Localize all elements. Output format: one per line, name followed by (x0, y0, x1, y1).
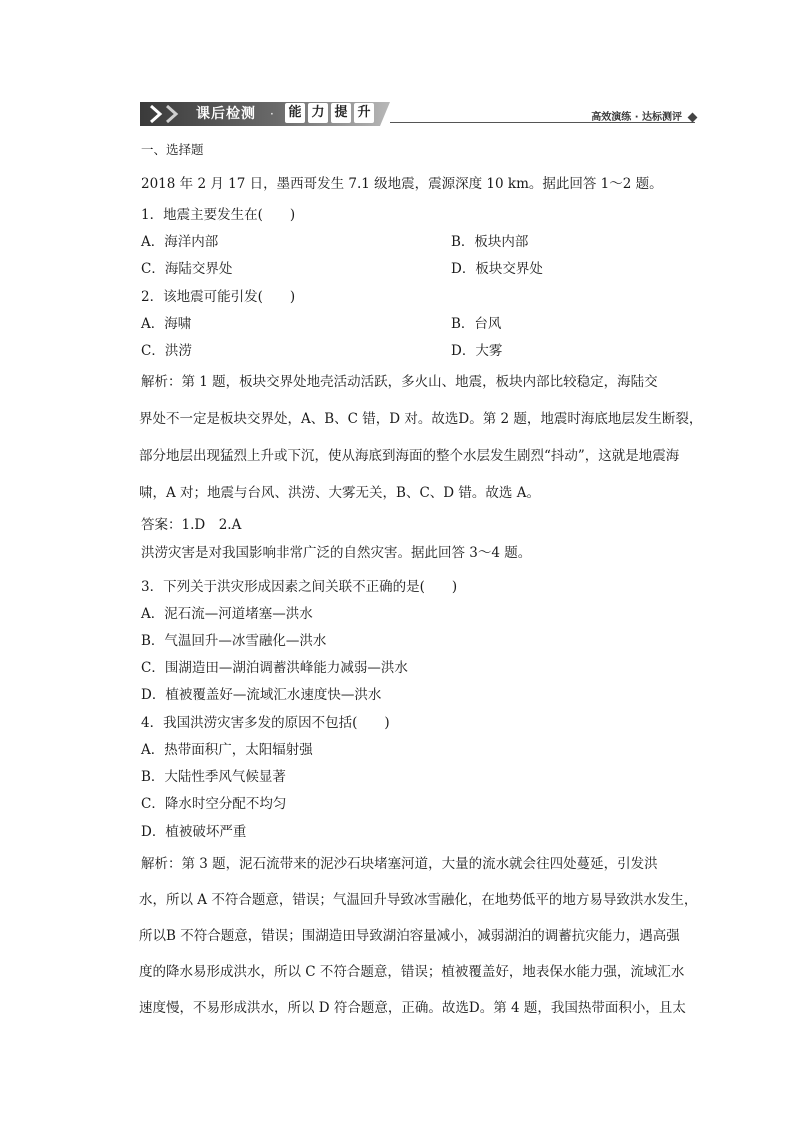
section-banner (140, 102, 390, 126)
header-tagline: 高效演练 · 达标测评 (591, 112, 682, 123)
question-intro: 2018 年 2 月 17 日，墨西哥发生 7.1 级地震，震源深度 10 km。据此回答 1～2 题。 (141, 176, 663, 192)
question-stem: 4．我国洪涝灾害多发的原因不包括( ) (141, 715, 390, 731)
option-b: B．台风 (451, 316, 502, 332)
analysis-line: 度的降水易形成洪水，所以 C 不符合题意，错误；植被覆盖好，地表保水能力强，流域汇水 (139, 964, 685, 980)
option-b: B．大陆性季风气候显著 (141, 769, 286, 785)
question-intro: 洪涝灾害是对我国影响非常广泛的自然灾害。据此回答 3～4 题。 (141, 545, 532, 561)
section-title: 一、选择题 (141, 142, 204, 157)
banner-subtitle-char: 提 (331, 103, 351, 123)
option-d: D．植被破坏严重 (141, 824, 247, 840)
option-c: C．降水时空分配不均匀 (141, 796, 287, 812)
option-row (141, 339, 502, 359)
option-row (141, 257, 543, 277)
option-a: A．海洋内部 (141, 234, 219, 250)
option-d: D．大雾 (451, 343, 503, 359)
chevron-right-icon (164, 104, 182, 124)
option-a: A．热带面积广，太阳辐射强 (141, 742, 313, 758)
option-d: D．植被覆盖好—流域汇水速度快—洪水 (141, 687, 382, 703)
question-stem: 2．该地震可能引发( ) (141, 289, 296, 305)
answer-line: 答案：1.D 2.A (141, 517, 242, 533)
analysis-line: 部分地层出现猛烈上升或下沉，使从海底到海面的整个水层发生剧烈“抖动”，这就是地震海 (139, 448, 680, 464)
diamond-icon (688, 113, 698, 123)
banner-subtitle-char: 升 (354, 103, 374, 123)
option-a: A．泥石流—河道堵塞—洪水 (141, 606, 313, 622)
option-b: B．气温回升—冰雪融化—洪水 (141, 633, 327, 649)
analysis-line: 解析：第 1 题，板块交界处地壳活动活跃，多火山、地震，板块内部比较稳定，海陆交 (141, 374, 658, 390)
analysis-line: 所以B 不符合题意，错误；围湖造田导致湖泊容量减小，减弱湖泊的调蓄抗灾能力，遇高强 (139, 928, 680, 944)
analysis-line: 解析：第 3 题，泥石流带来的泥沙石块堵塞河道，大量的流水就会往四处蔓延，引发洪 (141, 856, 658, 872)
banner-subtitle-char: 力 (308, 103, 328, 123)
page-header (140, 100, 700, 130)
banner-title: 课后检测 (196, 106, 256, 122)
analysis-line: 速度慢，不易形成洪水，所以 D 符合题意，正确。故选D。第 4 题，我国热带面积小，且太 (139, 1000, 686, 1016)
analysis-line: 界处不一定是板块交界处，A、B、C 错，D 对。故选D。第 2 题，地震时海底地层发生断裂， (139, 411, 703, 427)
question-stem: 3．下列关于洪灾形成因素之间关联不正确的是( ) (141, 579, 458, 595)
option-d: D．板块交界处 (451, 261, 543, 277)
option-c: C．海陆交界处 (141, 261, 233, 277)
banner-separator: · (270, 107, 274, 121)
option-row (141, 312, 501, 332)
option-c: C．围湖造田—湖泊调蓄洪峰能力减弱—洪水 (141, 660, 408, 676)
analysis-line: 水，所以 A 不符合题意，错误；气温回升导致冰雪融化，在地势低平的地方易导致洪水发生， (139, 892, 698, 908)
question-stem: 1．地震主要发生在( ) (141, 207, 296, 223)
option-b: B．板块内部 (451, 234, 529, 250)
option-c: C．洪涝 (141, 343, 192, 359)
banner-subtitle-char: 能 (285, 103, 305, 123)
analysis-line: 啸，A 对；地震与台风、洪涝、大雾无关，B、C、D 错。故选 A。 (139, 485, 540, 501)
option-a: A．海啸 (141, 316, 192, 332)
banner-subtitle (285, 103, 374, 123)
option-row (141, 230, 528, 250)
